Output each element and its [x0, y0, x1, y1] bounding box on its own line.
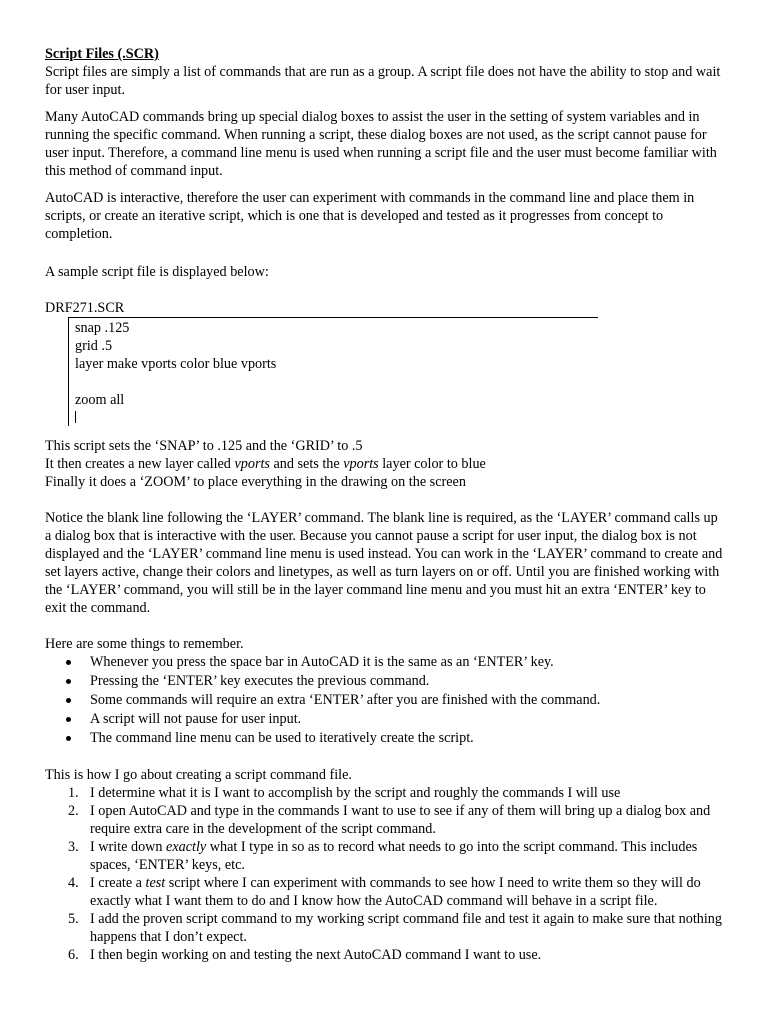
step-number: 2. [68, 803, 79, 819]
list-item: 3. I write down exactly what I type in so as to record what needs to go into the script command. This includes spaces, ‘ENTER’ keys, etc. [68, 839, 698, 873]
bullet-icon [66, 660, 71, 665]
list-item: Pressing the ‘ENTER’ key executes the previous command. [45, 672, 725, 691]
script-blank-line [75, 373, 598, 391]
step-number: 3. [68, 839, 79, 855]
explain-line-1: This script sets the ‘SNAP’ to .125 and the ‘GRID’ to .5 [45, 438, 363, 454]
explain-line-2 [45, 455, 725, 473]
bullet-icon [66, 679, 71, 684]
step-number: 1. [68, 785, 79, 801]
explanation-block [45, 437, 725, 491]
list-item: Whenever you press the space bar in AutoCAD it is the same as an ‘ENTER’ key. [45, 653, 725, 672]
remember-list [45, 653, 725, 748]
step-number: 4. [68, 875, 79, 891]
text-cursor [75, 409, 598, 427]
script-line: zoom all [75, 392, 125, 408]
caret-icon [75, 411, 76, 423]
list-item: 5. I add the proven script command to my working script command file and test it again to make sure that nothing happens that I don’t expect. [68, 911, 722, 945]
intro-paragraph: Script files are simply a list of commands that are run as a group. A script file does not have the ability to stop and wait for user input. [45, 64, 721, 98]
howto-intro: This is how I go about creating a script command file. [45, 767, 352, 783]
explain-line-3: Finally it does a ‘ZOOM’ to place everything in the drawing on the screen [45, 474, 466, 490]
notice-paragraph: Notice the blank line following the ‘LAYER’ command. The blank line is required, as the ‘LAYER’ command calls up a dialog box that is interactive with the user. Because you cannot pause a script for user input, the dialog box is not displayed and the ‘LAYER’ command line menu is used instead. You can work in the ‘LAYER’ command to create and set layers active, change their colors and linetypes, as well as turn layers on or off. Until you are finished working with the ‘LAYER’ command, you will still be in the layer command line menu and you must hit an extra ‘ENTER’ key to exit the command. [45, 510, 723, 616]
script-listing [68, 317, 598, 426]
explain-text: It then creates a new layer called [45, 456, 235, 472]
step-emphasis: exactly [166, 839, 207, 855]
bullet-icon [66, 736, 71, 741]
dialogs-paragraph: Many AutoCAD commands bring up special dialog boxes to assist the user in the setting of system variables and in running the specific command. When running a script, these dialog boxes are not used, as the script cannot pause for user input. Therefore, a command line menu is used when running a script file and the user must become familiar with this method of command input. [45, 109, 717, 179]
list-item: The command line menu can be used to iteratively create the script. [45, 729, 725, 748]
list-item: 2. I open AutoCAD and type in the commands I want to use to see if any of them will bring up a dialog box and require extra care in the development of the script command. [68, 803, 711, 837]
script-line: grid .5 [75, 338, 113, 354]
step-emphasis: test [145, 875, 166, 891]
remember-intro: Here are some things to remember. [45, 636, 244, 652]
script-line: layer make vports color blue vports [75, 356, 277, 372]
explain-emphasis: vports [234, 456, 270, 472]
document-body [45, 45, 725, 964]
page-title: Script Files (.SCR) [45, 46, 159, 62]
list-item: Some commands will require an extra ‘ENTER’ after you are finished with the command. [45, 691, 725, 710]
explain-emphasis: vports [343, 456, 379, 472]
bullet-icon [66, 717, 71, 722]
list-item: 1. I determine what it is I want to accomplish by the script and roughly the commands I will use [68, 785, 621, 801]
explain-text: and sets the [269, 456, 344, 472]
list-item: 6. I then begin working on and testing the next AutoCAD command I want to use. [68, 947, 542, 963]
interactive-paragraph: AutoCAD is interactive, therefore the user can experiment with commands in the command line and place them in scripts, or create an iterative script, which is one that is developed and tested as it progresses from concept to completion. [45, 190, 695, 242]
step-number: 6. [68, 947, 79, 963]
steps-list [45, 784, 725, 964]
list-item: 4. I create a test script where I can experiment with commands to see how I need to write them so they will do exactly what I want them to do and I know how the AutoCAD command will behave in a script file. [68, 875, 701, 909]
script-filename: DRF271.SCR [45, 300, 125, 316]
step-number: 5. [68, 911, 79, 927]
bullet-icon [66, 698, 71, 703]
list-item: A script will not pause for user input. [45, 710, 725, 729]
script-line: snap .125 [75, 320, 130, 336]
sample-intro: A sample script file is displayed below: [45, 264, 269, 280]
explain-text: layer color to blue [378, 456, 486, 472]
